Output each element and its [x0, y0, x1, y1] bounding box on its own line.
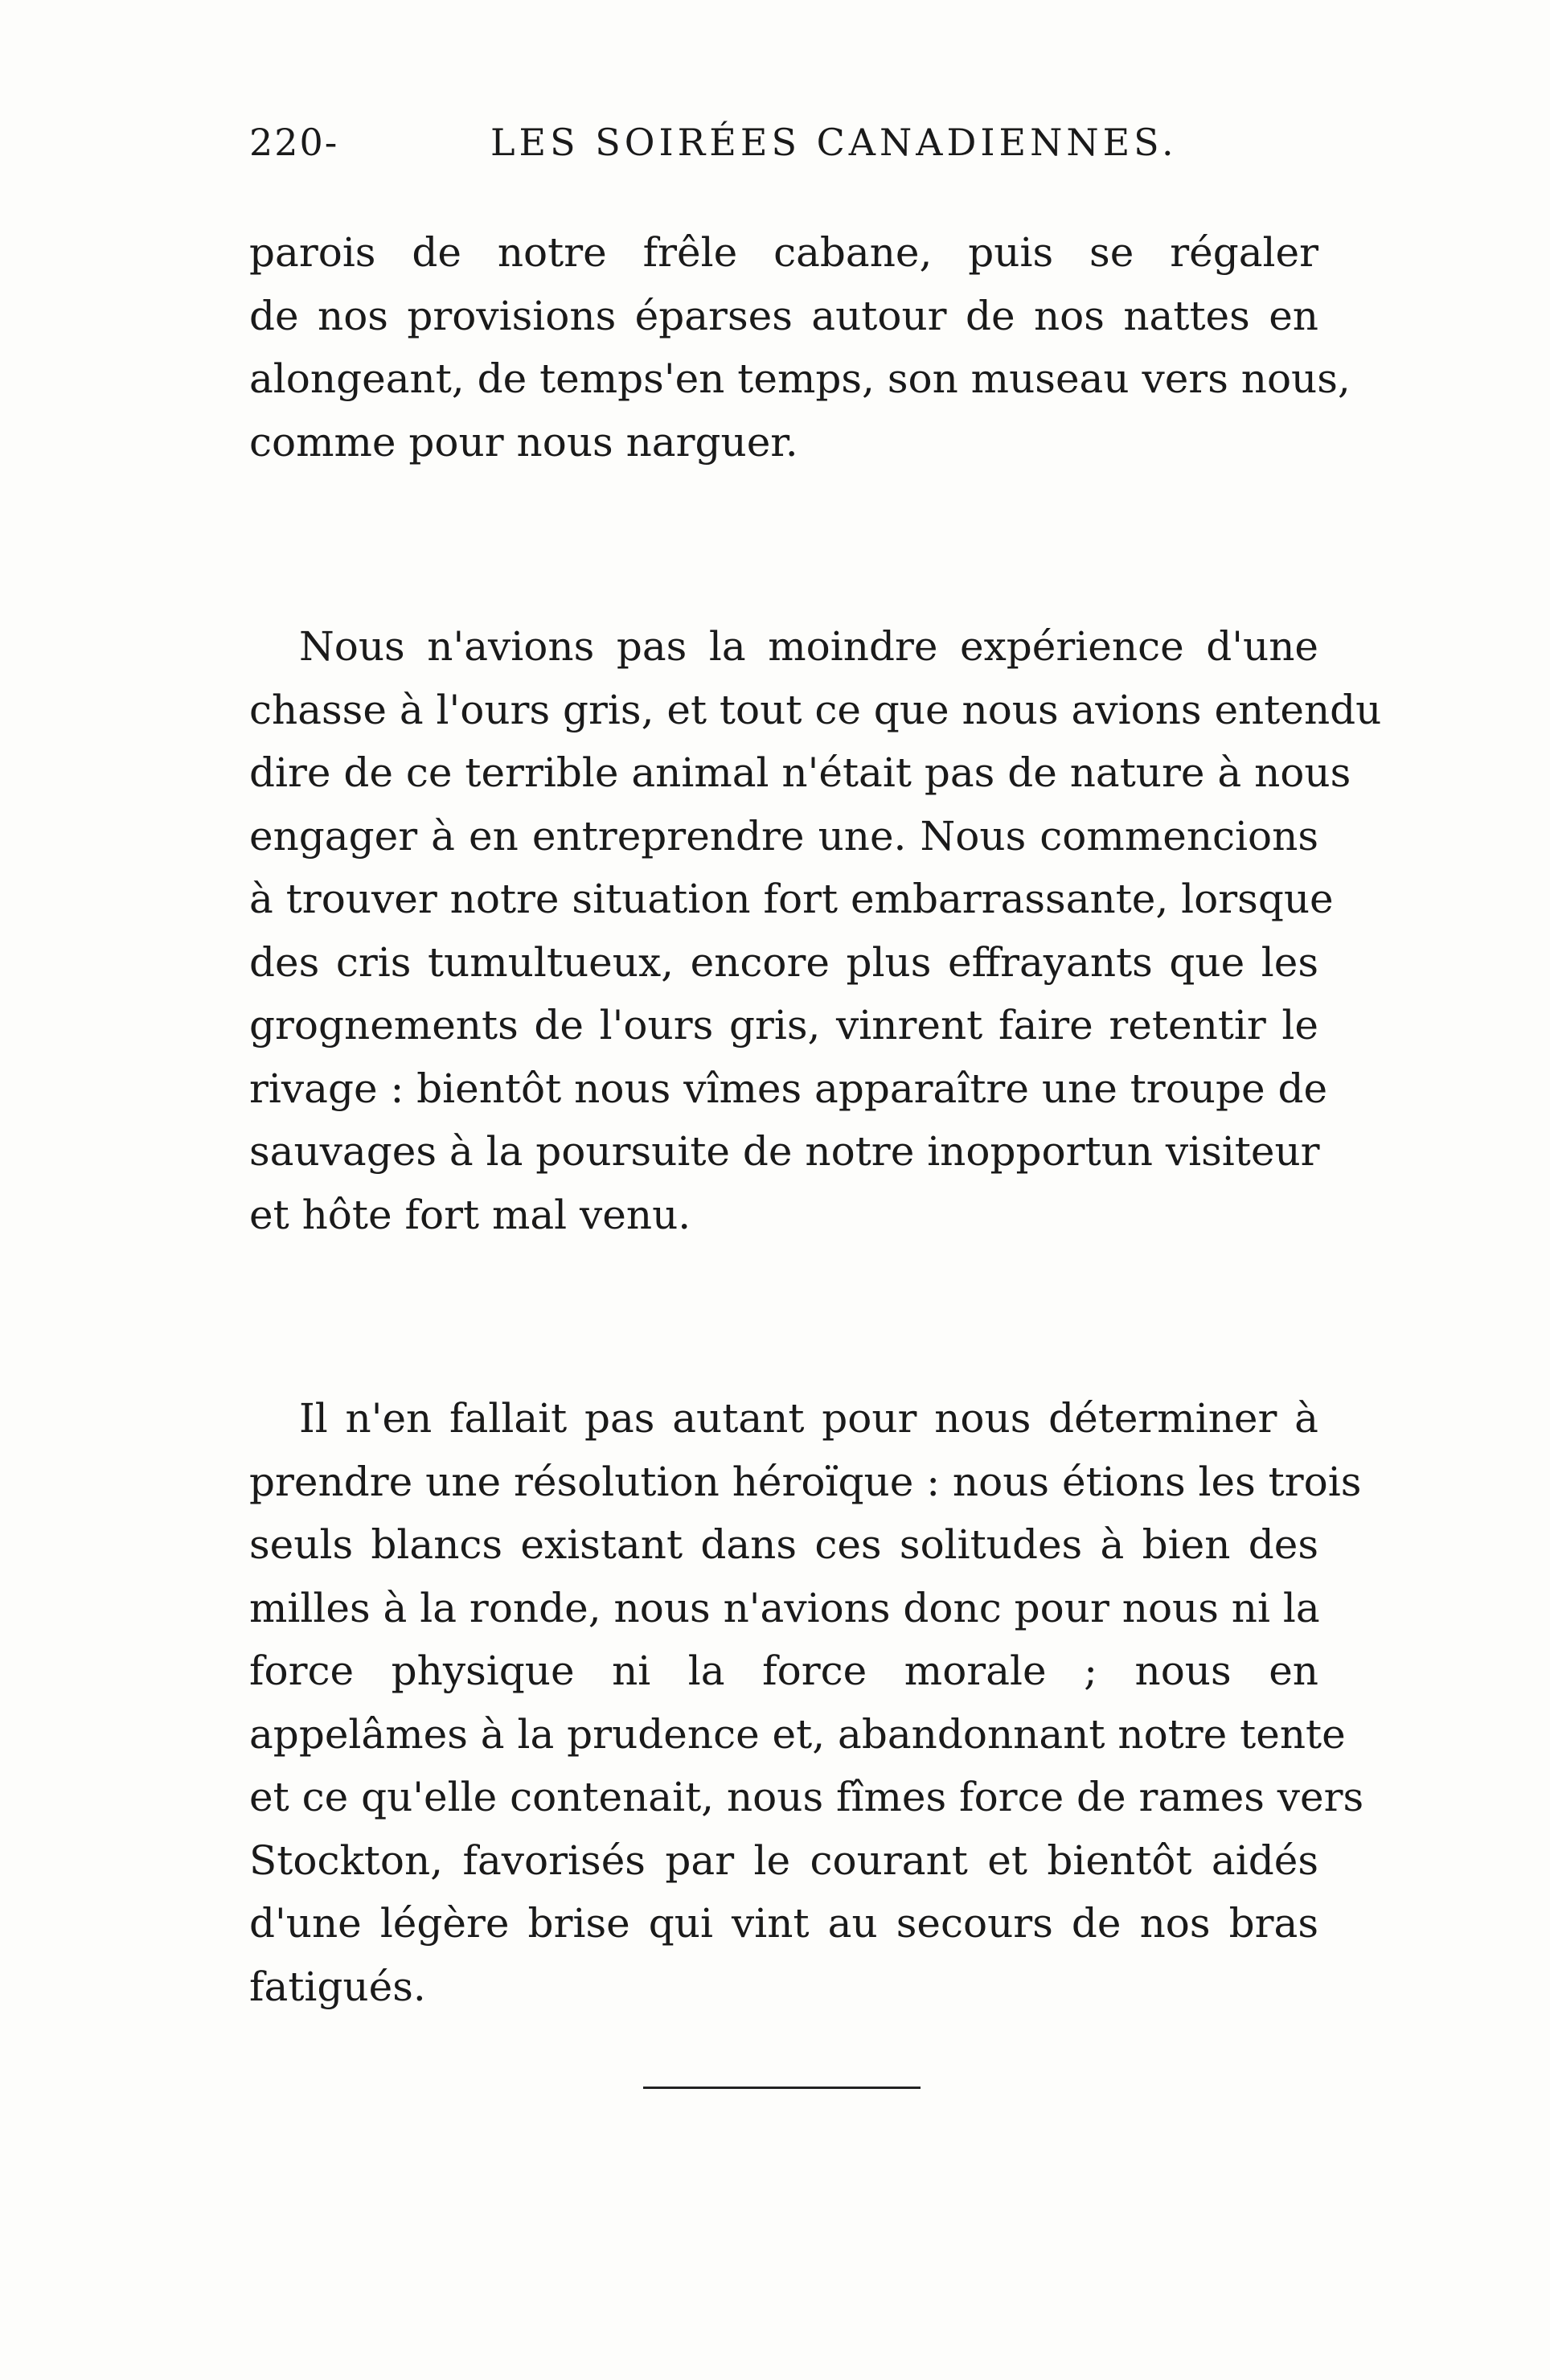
- paragraph-3: [249, 1387, 1364, 2018]
- text-line: prendre une résolution héroïque : nous étions les trois: [249, 1458, 1362, 1505]
- text-line: force physique ni la force morale ; nous en: [249, 1648, 1318, 1694]
- text-line: à trouver notre situation fort embarrassante, lorsque: [249, 876, 1334, 922]
- text-line: d'une légère brise qui vint au secours de nos bras: [249, 1900, 1318, 1947]
- paragraph-2: [249, 615, 1382, 1246]
- page-number: 220-: [249, 121, 339, 164]
- text-line: des cris tumultueux, encore plus effrayants que les: [249, 938, 1318, 986]
- text-line: alongeant, de temps'en temps, son museau vers nous,: [249, 355, 1351, 402]
- text-line: milles à la ronde, nous n'avions donc pour nous ni la: [249, 1584, 1320, 1631]
- text-line: chasse à l'ours gris, et tout ce que nous avions entendu: [249, 686, 1382, 733]
- text-line: sauvages à la poursuite de notre inopportun visiteur: [249, 1128, 1320, 1175]
- text-line: comme pour nous narguer.: [249, 418, 798, 466]
- text-line: parois de notre frêle cabane, puis se régaler: [249, 229, 1318, 276]
- section-end-rule: [643, 2087, 921, 2089]
- text-line: Stockton, favorisés par le courant et bientôt aidés: [249, 1836, 1318, 1884]
- text-line: engager à en entreprendre une. Nous commencions: [249, 812, 1318, 860]
- text-line: fatigués.: [249, 1963, 426, 2010]
- text-line: grognements de l'ours gris, vinrent faire retentir le: [249, 1002, 1318, 1048]
- text-line: seuls blancs existant dans ces solitudes à bien des: [249, 1521, 1318, 1568]
- text-line: et ce qu'elle contenait, nous fîmes force de rames vers: [249, 1774, 1364, 1820]
- text-line: Il n'en fallait pas autant pour nous déterminer à: [299, 1395, 1318, 1442]
- text-line: rivage : bientôt nous vîmes apparaître une troupe de: [249, 1065, 1328, 1112]
- running-title: LES SOIRÉES CANADIENNES.: [490, 121, 1178, 164]
- text-line: et hôte fort mal venu.: [249, 1191, 691, 1238]
- text-line: de nos provisions éparses autour de nos nattes en: [249, 292, 1318, 339]
- text-line: appelâmes à la prudence et, abandonnant notre tente: [249, 1710, 1346, 1758]
- text-line: dire de ce terrible animal n'était pas de nature à nous: [249, 749, 1351, 796]
- text-line: Nous n'avions pas la moindre expérience d'une: [299, 623, 1318, 670]
- page-header: [249, 121, 1318, 177]
- paragraph-1: [249, 221, 1351, 474]
